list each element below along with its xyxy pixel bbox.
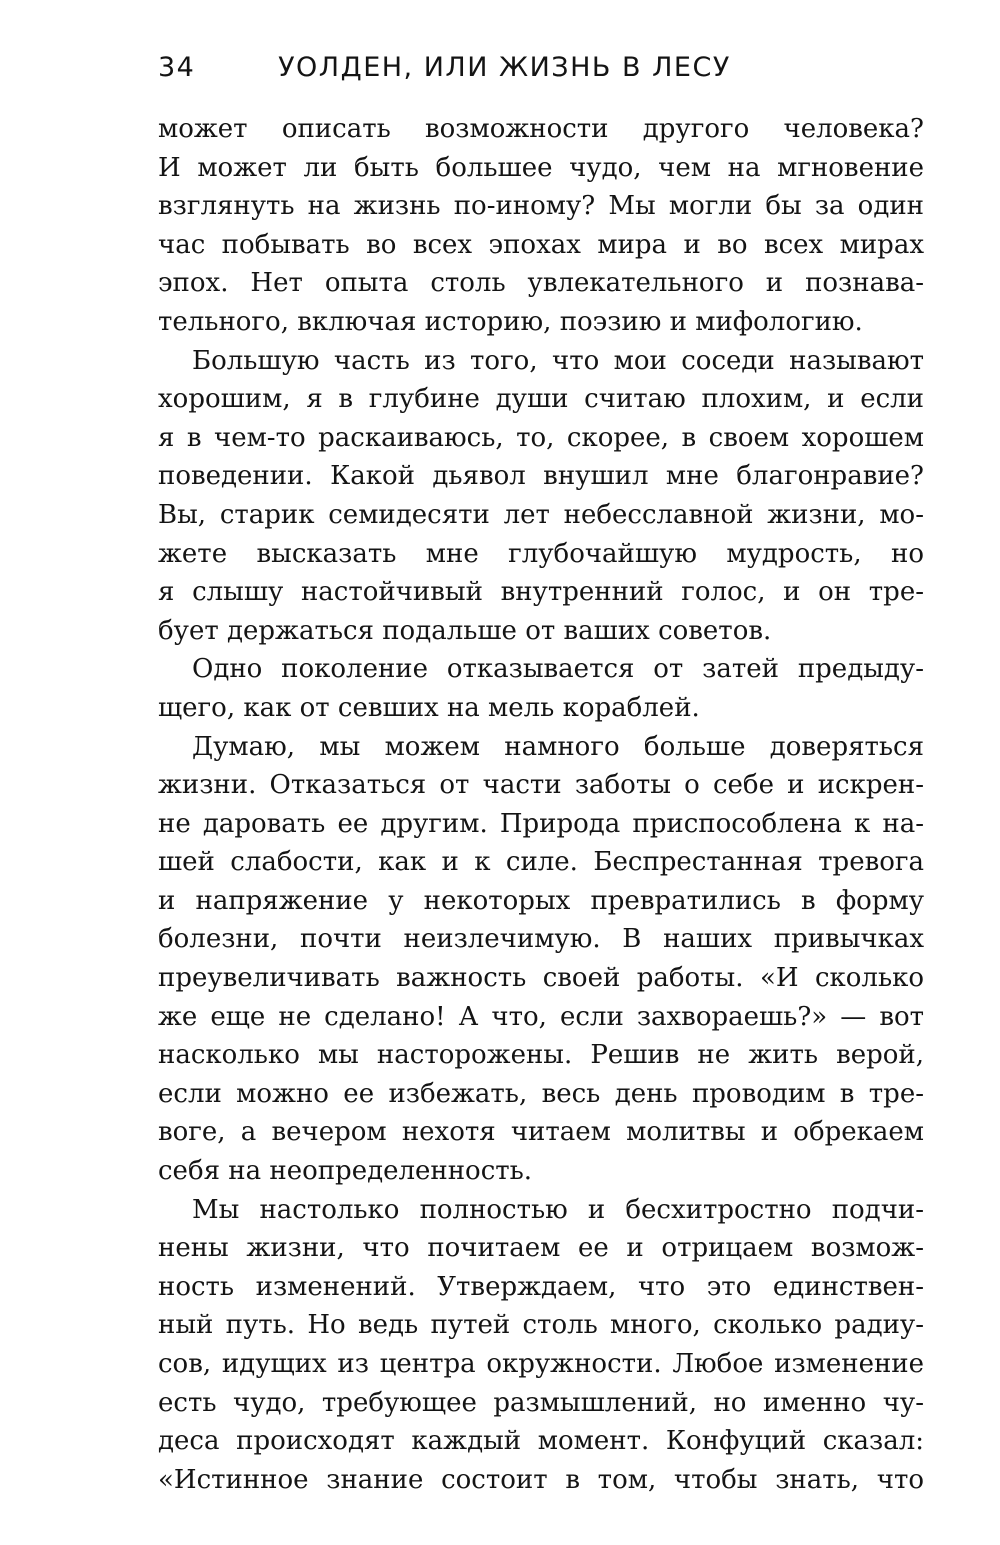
text-line: эпох. Нет опыта столь увлекательного и познава- — [158, 268, 924, 299]
text-line: Мы настолько полностью и бесхитростно подчи- — [192, 1194, 924, 1225]
text-line: же еще не сделано! А что, если захвораешь?» — вот — [158, 1001, 924, 1032]
text-line: и напряжение у некоторых превратились в форму — [158, 885, 924, 916]
text-line: я в чем-то раскаиваюсь, то, скорее, в своем хорошем — [158, 422, 924, 453]
text-line: час побывать во всех эпохах мира и во всех мирах — [158, 229, 924, 260]
text-line: есть чудо, требующее размышлений, но именно чу- — [158, 1387, 924, 1418]
page-number: 34 — [158, 52, 196, 83]
text-line: сов, идущих из центра окружности. Любое изменение — [158, 1349, 924, 1379]
text-line: «Истинное знание состоит в том, чтобы знать, что — [158, 1464, 924, 1495]
running-head — [158, 46, 938, 90]
text-line: ный путь. Но ведь путей столь много, сколько радиу- — [158, 1310, 924, 1341]
text-line: если можно ее избежать, весь день проводим в тре- — [158, 1078, 924, 1109]
text-line: шей слабости, как и к силе. Беспрестанная тревога — [158, 847, 924, 878]
text-line: хорошим, я в глубине души считаю плохим, и если — [158, 384, 924, 415]
text-line: себя на неопределенность. — [158, 1156, 533, 1187]
text-line: я слышу настойчивый внутренний голос, и он тре- — [158, 577, 924, 608]
text-line: насколько мы насторожены. Решив не жить верой, — [158, 1040, 924, 1071]
book-title: УОЛДЕН, ИЛИ ЖИЗНЬ В ЛЕСУ — [278, 52, 731, 83]
paragraph — [158, 110, 924, 342]
text-line: преувеличивать важность своей работы. «И сколько — [158, 963, 924, 994]
text-line: деса происходят каждый момент. Конфуций сказал: — [158, 1426, 924, 1457]
text-line: Одно поколение отказывается от затей предыду- — [192, 654, 924, 685]
paragraph — [158, 728, 924, 1191]
body-text — [158, 110, 924, 1499]
text-line: щего, как от севших на мель кораблей. — [158, 692, 700, 723]
text-line: не даровать ее другим. Природа приспособлена к на- — [158, 808, 924, 839]
text-line: Вы, старик семидесяти лет небесславной жизни, мо- — [158, 499, 924, 530]
text-line: поведении. Какой дьявол внушил мне благонравие? — [158, 461, 924, 492]
text-line: Большую часть из того, что мои соседи называют — [192, 345, 924, 376]
text-line: тельного, включая историю, поэзию и мифологию. — [158, 306, 863, 337]
text-line: ность изменений. Утверждаем, что это единствен- — [158, 1271, 924, 1302]
text-line: И может ли быть большее чудо, чем на мгновение — [158, 152, 924, 183]
paragraph — [158, 650, 924, 727]
text-line: бует держаться подальше от ваших советов. — [158, 615, 772, 646]
text-line: взглянуть на жизнь по-иному? Мы могли бы за один — [158, 191, 924, 222]
paragraph — [158, 1191, 924, 1500]
text-line: нены жизни, что почитаем ее и отрицаем возмож- — [158, 1233, 924, 1264]
text-line: болезни, почти неизлечимую. В наших привычках — [158, 924, 924, 955]
text-line: воге, а вечером нехотя читаем молитвы и обрекаем — [158, 1117, 924, 1148]
text-line: жете высказать мне глубочайшую мудрость, но — [158, 538, 924, 569]
text-line: жизни. Отказаться от части заботы о себе и искрен- — [158, 770, 924, 801]
paragraph — [158, 342, 924, 651]
text-line: может описать возможности другого человека? — [158, 114, 924, 144]
text-line: Думаю, мы можем намного больше доверяться — [192, 731, 924, 762]
